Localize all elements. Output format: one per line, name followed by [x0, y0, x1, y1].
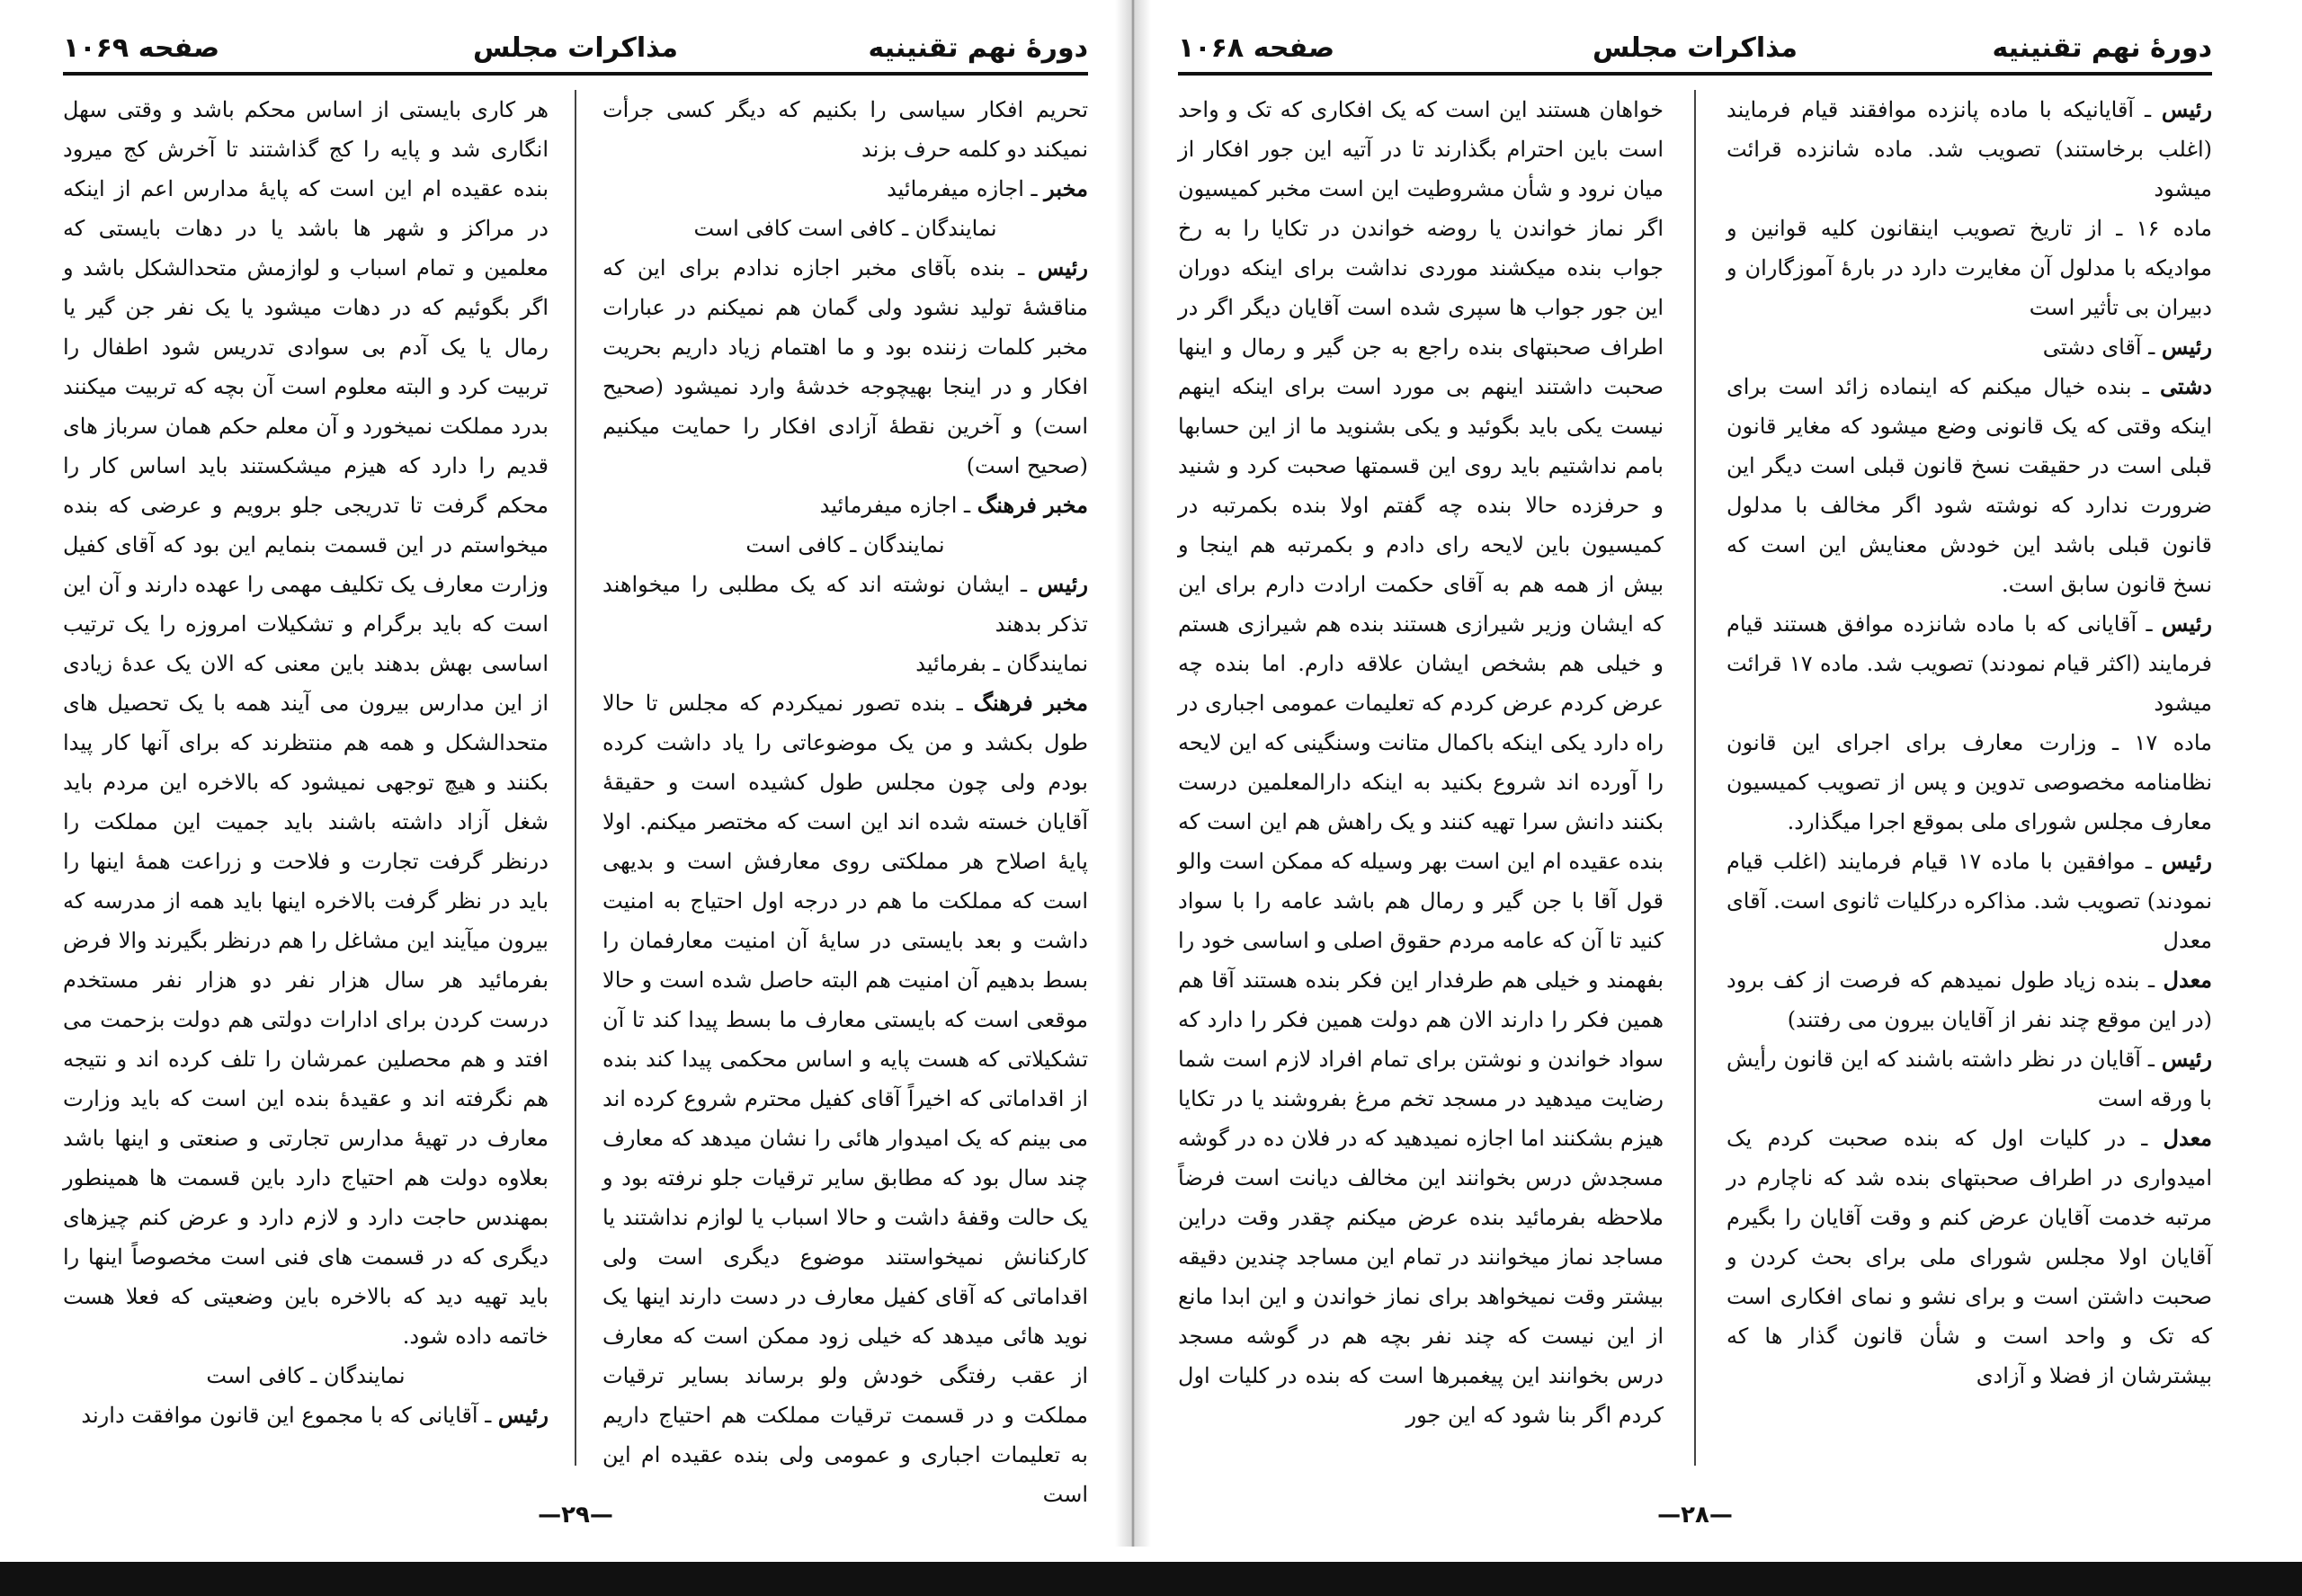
scan-edge-bar: [0, 1562, 2302, 1596]
paragraph: [1726, 209, 2212, 327]
text-column-right: [1726, 90, 2212, 1466]
paragraph-text: ـ بنده بآقای مخبر اجازه ندادم برای این که مناقشهٔ تولید نشود ولی گمان هم نمیکنم در عبارات مخبر کلمات زننده بود و ما اهتمام زیاد داریم بحریت افکار و در اینجا بهیچوجه خدشهٔ وارد نمیشود (صحیح است) و آخرین نقطهٔ آزادی افکار را حمایت میکنیم (صحیح است): [602, 255, 1088, 478]
paragraph-text: ـ بنده خیال میکنم که اینماده زائد است برای اینکه وقتی که یک قانونی وضع میشود که مغایر قانون قبلی است در حقیقت نسخ قانون قبلی است دیگر این ضرورت ندارد که نوشته شود اگر مخالف با مدلول قانون قبلی باشد این خودش معنایش این است که نسخ قانون سابق است.: [1726, 374, 2212, 597]
paragraph: [602, 683, 1088, 1514]
paragraph: [63, 1395, 549, 1435]
page-footer-number: —۲۹—: [538, 1502, 613, 1529]
paragraph-text: ـ بنده زیاد طول نمیدهم که فرصت از کف برود (در این موقع چند نفر از آقایان بیرون می رفتند): [1726, 967, 2212, 1032]
paragraph: [602, 486, 1088, 525]
paragraph-text: ـ آقایانیکه با ماده پانزده موافقند قیام فرمایند (اغلب برخاستند) تصویب شد. ماده شانزده قرائت میشود: [1726, 97, 2212, 201]
paragraph: [1726, 367, 2212, 604]
paragraph: [1726, 842, 2212, 960]
left-page: [63, 0, 1088, 1547]
speaker-name: مخبر: [1044, 175, 1088, 201]
running-header: [63, 27, 1088, 76]
column-divider: [575, 90, 576, 1466]
paragraph: [602, 525, 1088, 565]
paragraph-text: ـ آقایانی که با مجموع این قانون موافقت دارند: [81, 1403, 498, 1428]
speaker-name: رئیس: [2161, 848, 2212, 874]
speaker-name: رئیس: [1037, 571, 1088, 597]
paragraph: [602, 565, 1088, 644]
speaker-name: دشتی: [2159, 373, 2212, 399]
publication-title: مذاکرات مجلس: [1592, 32, 1798, 64]
paragraph: [1726, 604, 2212, 723]
paragraph-text: ـ اجازه میفرمائید: [819, 493, 977, 518]
page-footer-number: —۲۸—: [1657, 1502, 1733, 1529]
text-column-right: [602, 90, 1088, 1507]
page-number-label: صفحه ۱۰۶۸: [1178, 32, 1335, 64]
paragraph-text: ماده ۱۶ ـ از تاریخ تصویب اینقانون کلیه قوانین و موادیکه با مدلول آن مغایرت دارد در بارهٔ آموزگاران و دبیران بی تأثیر است: [1726, 216, 2213, 320]
paragraph-text: خواهان هستند این است که یک افکاری که تک و واحد است باین احترام بگذارند تا در آتیه این جور افکار از میان نرود و شأن مشروطیت این است مخبر کمیسیون اگر نماز خواندن یا روضه خواندن در تکایا را به رخ جواب بنده میکشند موردی نداشت برای اینکه دوران این جور جواب ها سپری شده است آقایان دیگر اگر در اطراف صحبتهای بنده راجع به جن گیر و رمال و اینها صحبت داشتند اینهم بی مورد است برای اینکه اینهم نیست یکی باید بگوئید و یکی بشنوید ما از این حسابها بامم نداشتیم باید روی این قسمتها صحبت کرد و شنید و حرفزده حالا بنده چه گفتم اولا بنده بکمرتبه در کمیسیون باین لایحه رای دادم و بکمرتبه هم اینجا و بیش از همه هم به آقای حکمت ارادت دارم برای این که ایشان وزیر شیرازی هستند بنده هم شیرازی هستم و خیلی هم بشخص ایشان علاقه دارم. اما بنده چه عرض کردم عرض کردم که تعلیمات عمومی اجباری در راه دارد یکی اینکه باکمال متانت وسنگینی که این لایحه را آورده اند شروع بکنید به اینکه دارالمعلمین درست بکنند دانش سرا تهیه کنند و یک راهش هم این است که بنده عقیده ام این است بهر وسیله که ممکن است والو قول آقا با جن گیر و رمال هم باشد عامه را با سواد کنید تا آن که عامه مردم حقوق اصلی و اساسی خود را بفهمند و خیلی هم طرفدار این فکر بنده هستند آقا هم همین فکر را دارند الان هم دولت همین فکر را دارد که سواد خواندن و نوشتن برای تمام افراد لازم است شما رضایت میدهید در مسجد تخم مرغ بفروشند یا در تکایا هیزم بشکنند اما اجازه نمیدهید که در فلان ده در گوشه مسجدش درس بخوانند این مخالف دیانت است فرضاً ملاحظه بفرمائید بنده عرض میکنم چقدر وقت دراین مساجد نماز میخوانند در تمام این مساجد چندین دقیقه بیشتر وقت نمیخواهد برای نماز خواندن و این ابدا مانع از این نیست که چند نفر بچه هم در گوشه مسجد درس بخوانند این پیغمبرها است که بنده در کلیات اول کردم اگر بنا شود که این جور: [1178, 97, 1664, 1428]
paragraph: [63, 90, 549, 1356]
paragraph: [63, 1356, 549, 1395]
paragraph-text: نمایندگان ـ کافی است: [745, 532, 945, 557]
speaker-name: مخبر فرهنگ: [977, 492, 1088, 518]
session-label: دورهٔ نهم تقنینیه: [868, 32, 1088, 64]
paragraph: [602, 248, 1088, 486]
speaker-name: رئیس: [2161, 334, 2212, 360]
paragraph: [1726, 1039, 2212, 1119]
paragraph: [1726, 960, 2212, 1039]
paragraph-text: ـ ایشان نوشته اند که یک مطلبی را میخواهند تذکر بدهند: [602, 572, 1088, 637]
paragraph-text: نمایندگان ـ کافی است: [206, 1363, 406, 1388]
paragraph-text: ـ آقایان در نظر داشته باشند که این قانون رأیش با ورقه است: [1726, 1047, 2212, 1111]
paragraph-text: تحریم افکار سیاسی را بکنیم که دیگر کسی جرأت نمیکند دو کلمه حرف بزند: [602, 97, 1088, 162]
speaker-name: مخبر فرهنگ: [973, 690, 1088, 716]
text-column-left: [1178, 90, 1664, 1466]
paragraph-text: ـ بنده تصور نمیکردم که مجلس تا حالا طول بکشد و من یک موضوعاتی را یاد داشت کرده بودم ولی چون مجلس طول کشیده است و حقیقهٔ آقایان خسته شده اند این است که مختصر میکنم. اولا پایهٔ اصلاح هر مملکتی روی معارفش است و بدیهی است که مملکت ما هم در درجه اول احتیاج به امنیت داشت و بعد بایستی در سایهٔ آن امنیت معارفمان را بسط بدهیم آن امنیت هم البته حاصل شده است و حالا موقعی است که بایستی معارف ما بسط پیدا کند تا آن تشکیلاتی که هست پایه و اساس محکمی پیدا کند بنده از اقداماتی که اخیراً آقای کفیل محترم شروع کرده اند می بینم که یک امیدوار هائی را نشان میدهد که معارف چند سال بود که مطابق سایر ترقیات جلو نرفته بود و یک حالت وقفهٔ داشت و حالا اسباب یا لوازم نداشتند یا کارکنانش نمیخواستند موضوع دیگری است ولی اقداماتی که آقای کفیل معارف در دست دارند اینها یک نوید هائی میدهد که خیلی زود ممکن است که معارف از عقب رفتگی خودش ولو برساند بسایر ترقیات مملکت و در قسمت ترقیات مملکت هم احتیاج داریم به تعلیمات اجباری و عمومی ولی بنده عقیده ام این است: [602, 691, 1088, 1507]
speaker-name: رئیس: [1037, 254, 1088, 281]
page-number-label: صفحه ۱۰۶۹: [63, 32, 220, 64]
paragraph-text: ـ اجازه میفرمائید: [887, 176, 1045, 201]
paragraph: [1726, 1119, 2212, 1395]
paragraph-text: ماده ۱۷ ـ وزارت معارف برای اجرای این قانون نظامنامه مخصوصی تدوین و پس از تصویب کمیسیون معارف مجلس شورای ملی بموقع اجرا میگذارد.: [1726, 730, 2213, 834]
paragraph-text: ـ آقای دشتی: [2042, 334, 2162, 360]
paragraph: [602, 209, 1088, 248]
paragraph-text: هر کاری بایستی از اساس محکم باشد و وقتی سهل انگاری شد و پایه را کج گذاشتند تا آخرش کج میرود بنده عقیده ام این است که پایهٔ مدارس اعم از اینکه در مراکز و شهر ها باشد یا در دهات بایستی که معلمین و تمام اسباب و لوازمش متحدالشکل باشد و اگر بگوئیم که در دهات میشود یا یک نفر جن گیر یا رمال یا یک آدم بی سوادی تدریس شود اطفال را تربیت کرد و البته معلوم است آن بچه که تربیت میکنند بدرد مملکت نمیخورد و آن معلم حکم همان سرباز های قدیم را دارد که هیزم میشکستند باید اساس کار را محکم گرفت تا تدریجی جلو برویم و عرضی که بنده میخواستم در این قسمت بنمایم این بود که آقای کفیل وزارت معارف یک تکلیف مهمی را عهده دارند و آن این است که باید برگرام و تشکیلات امروزه را یک ترتیب اساسی بهش بدهند باین معنی که الان یک عدهٔ زیادی از این مدارس بیرون می آیند همه با یک تحصیل های متحدالشکل و همه هم منتظرند که برای آنها کار پیدا بکنند و هیچ توجهی نمیشود که بالاخره این مردم باید شغل آزاد داشته باشند باید جمیت این مملکت را درنظر گرفت تجارت و فلاحت و زراعت همهٔ اینها را باید در نظر گرفت بالاخره اینها باید همه از مدرسه که بیرون میآیند این مشاغل را هم درنظر بگیرند والا فرض بفرمائید هر سال هزار نفر دو هزار نفر مستخدم درست کردن برای ادارات دولتی هم دولت بزحمت می افتد و هم محصلین عمرشان را تلف کرده اند و نتیجه هم نگرفته اند و عقیدهٔ بنده این است که باید وزارت معارف در تهیهٔ مدارس تجارتی و صنعتی و اینها باشد بعلاوه دولت هم احتیاج دارد باین قسمت ها همینطور بمهندس حاجت دارد و لازم دارد و عرض کنم چیزهای دیگری که در قسمت های فنی است مخصوصاً اینها را باید تهیه دید که بالاخره باین وضعیتی که فعلا هست خاتمه داده شود.: [63, 97, 549, 1349]
paragraph: [1726, 90, 2212, 209]
paragraph: [602, 169, 1088, 209]
session-label: دورهٔ نهم تقنینیه: [1992, 32, 2212, 64]
text-column-left: [63, 90, 549, 1466]
speaker-name: رئیس: [2161, 1046, 2212, 1072]
paragraph-text: ـ موافقین با ماده ۱۷ قیام فرمایند (اغلب قیام نمودند) تصویب شد. مذاکره درکلیات ثانوی است. آقای معدل: [1726, 849, 2212, 953]
speaker-name: معدل: [2163, 967, 2212, 993]
paragraph: [1726, 723, 2212, 842]
paragraph: [602, 644, 1088, 683]
speaker-name: رئیس: [2161, 96, 2212, 122]
speaker-name: رئیس: [497, 1402, 549, 1428]
paragraph: [1178, 90, 1664, 1435]
book-gutter: [1115, 0, 1151, 1547]
paragraph-text: نمایندگان ـ کافی است کافی است: [693, 216, 997, 241]
paragraph: [602, 90, 1088, 169]
paragraph-text: ـ آقایانی که با ماده شانزده موافق هستند قیام فرمایند (اکثر قیام نمودند) تصویب شد. ماده ۱۷ قرائت میشود: [1726, 611, 2212, 716]
paragraph-text: ـ در کلیات اول که بنده صحبت کردم یک امیدواری در اطراف صحبتهای بنده شد که ناچارم در مرتبه خدمت آقایان عرض کنم و وقت آقایان را بگیرم آقایان اولا مجلس شورای ملی برای بحث کردن و صحبت داشتن است و برای نشو و نمای افکاری است که تک و واحد است و شأن قانون گذار ها که بیشترشان از فضلا و آزادی: [1726, 1126, 2212, 1388]
speaker-name: معدل: [2163, 1125, 2212, 1151]
publication-title: مذاکرات مجلس: [472, 32, 679, 64]
speaker-name: رئیس: [2161, 611, 2212, 637]
paragraph: [1726, 327, 2212, 367]
column-divider: [1694, 90, 1696, 1466]
right-page: [1178, 0, 2212, 1547]
paragraph-text: نمایندگان ـ بفرمائید: [915, 651, 1088, 676]
running-header: [1178, 27, 2212, 76]
